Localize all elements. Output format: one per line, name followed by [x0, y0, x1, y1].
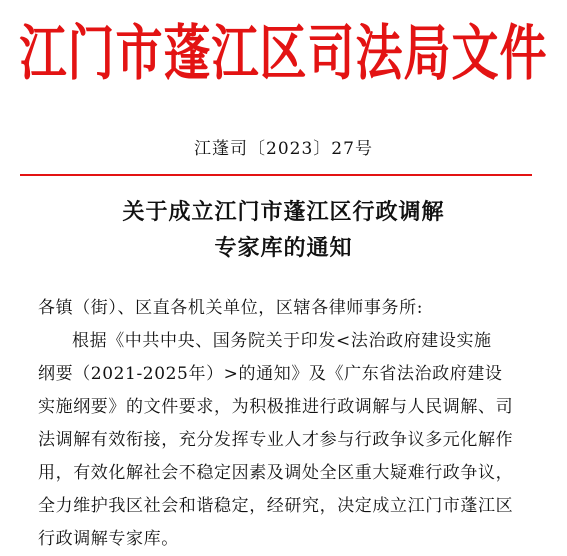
- paragraph-line: 全力维护我区社会和谐稳定，经研究，决定成立江门市蓬江区: [38, 496, 514, 516]
- red-divider-line: [20, 174, 532, 176]
- paragraph-line: 法调解有效衔接，充分发挥专业人才参与行政争议多元化解作: [38, 430, 514, 450]
- notice-title-line-1: 关于成立江门市蓬江区行政调解: [122, 199, 445, 225]
- paragraph-line: 根据《中共中央、国务院关于印发<法治政府建设实施: [72, 331, 492, 351]
- document-number: 江蓬司〔2023〕27号: [194, 139, 373, 159]
- notice-title: [0, 194, 567, 266]
- notice-title-line-2: 专家库的通知: [214, 235, 353, 261]
- notice-body: [38, 292, 558, 556]
- body-paragraph: [38, 325, 558, 556]
- paragraph-line: 用，有效化解社会不稳定因素及调处全区重大疑难行政争议，: [38, 463, 514, 483]
- paragraph-line: 纲要（2021-2025年）>的通知》及《广东省法治政府建设: [38, 364, 503, 384]
- agency-red-header: 江门市蓬江区司法局文件: [19, 18, 548, 90]
- paragraph-line: 行政调解专家库。: [38, 529, 179, 549]
- salutation: 各镇（街）、区直各机关单位，区辖各律师事务所:: [38, 298, 424, 318]
- paragraph-line: 实施纲要》的文件要求，为积极推进行政调解与人民调解、司: [38, 397, 514, 417]
